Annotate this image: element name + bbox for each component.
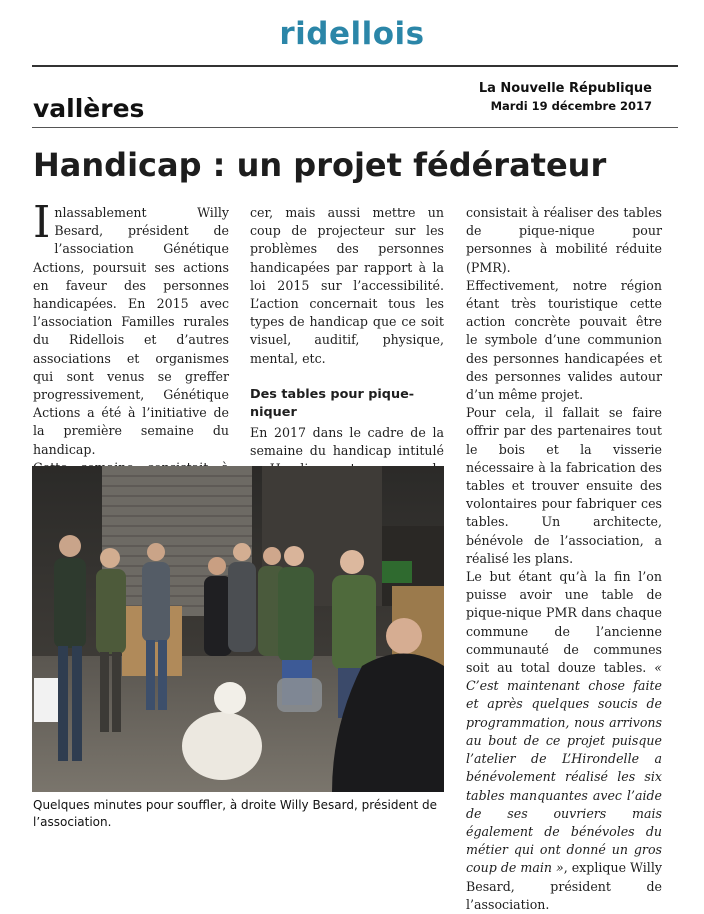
paragraph: consistait à réaliser des tables de pique-nique pour personnes à mobilité réduite (PMR). [466, 205, 662, 275]
paragraph [33, 197, 229, 459]
section-rubric: ridellois [279, 16, 425, 52]
workshop-photo-illustration [32, 466, 444, 792]
photo-caption: Quelques minutes pour souffler, à droite Willy Besard, président de l’association. [33, 798, 438, 829]
article-photo [32, 466, 444, 792]
paragraph: cer, mais aussi mettre un coup de projecteur sur les problèmes des personnes handicapées par rapport à la loi 2015 sur l’accessibilité. L’action concernait tous les types de handicap que ce soit visuel, auditif, physique, mental, etc. [250, 205, 444, 366]
paragraph-text: Le but étant qu’à la fin l’on puisse avoir une table de pique-nique PMR dans chaque commune de l’ancienne communauté de communes soit au total douze tables. [466, 569, 662, 676]
article-headline: Handicap : un projet fédérateur [33, 146, 607, 184]
paragraph [466, 568, 662, 914]
drop-cap: I [33, 197, 51, 248]
locality-title: vallères [33, 94, 145, 123]
newspaper-name: La Nouvelle République [478, 81, 652, 96]
article-subheading: Des tables pour pique-niquer [250, 386, 415, 420]
article-column-2 [250, 204, 444, 497]
publication-date: Mardi 19 décembre 2017 [490, 99, 652, 113]
article-column-3 [466, 204, 662, 914]
paragraph-text: , explique Willy Besard, président de l’association. [466, 860, 662, 912]
quote: « C’est maintenant chose faite et après quelques soucis de programmation, nous arrivons au bout de ce projet puisque l’atelier de L’Hirondelle a bénévolement réalisé les six tables manquantes avec l’aide de ses ouvriers mais également de bénévoles du métier qui ont donné un gros coup de main » [466, 660, 662, 876]
header-divider [32, 65, 678, 67]
paragraph: Pour cela, il fallait se faire offrir par des partenaires tout le bois et la visserie nécessaire à la fabrication des tables et trouver ensuite des volontaires pour fabriquer ces tables. Un architecte, bénévole de l’association, a réalisé les plans. [466, 405, 662, 566]
paragraph-text: nlassablement Willy Besard, président de l’association Génétique Actions, poursuit ses actions en faveur des personnes handicapées. En 2015 avec l’association Familles rurales du Ridellois et d’autres associations et organismes qui sont venus se greffer progressivement, Génétique Actions a été à l’initiative de la première semaine du handicap. [33, 205, 229, 457]
paragraph: Effectivement, notre région étant très touristique cette action concrète pouvait être le symbole d’une communion des personnes handicapées et des personnes valides autour d’un même projet. [466, 277, 662, 403]
locality-divider [32, 127, 678, 128]
paragraph: En 2017 dans le cadre de la semaine du handicap intitulé [250, 424, 444, 459]
